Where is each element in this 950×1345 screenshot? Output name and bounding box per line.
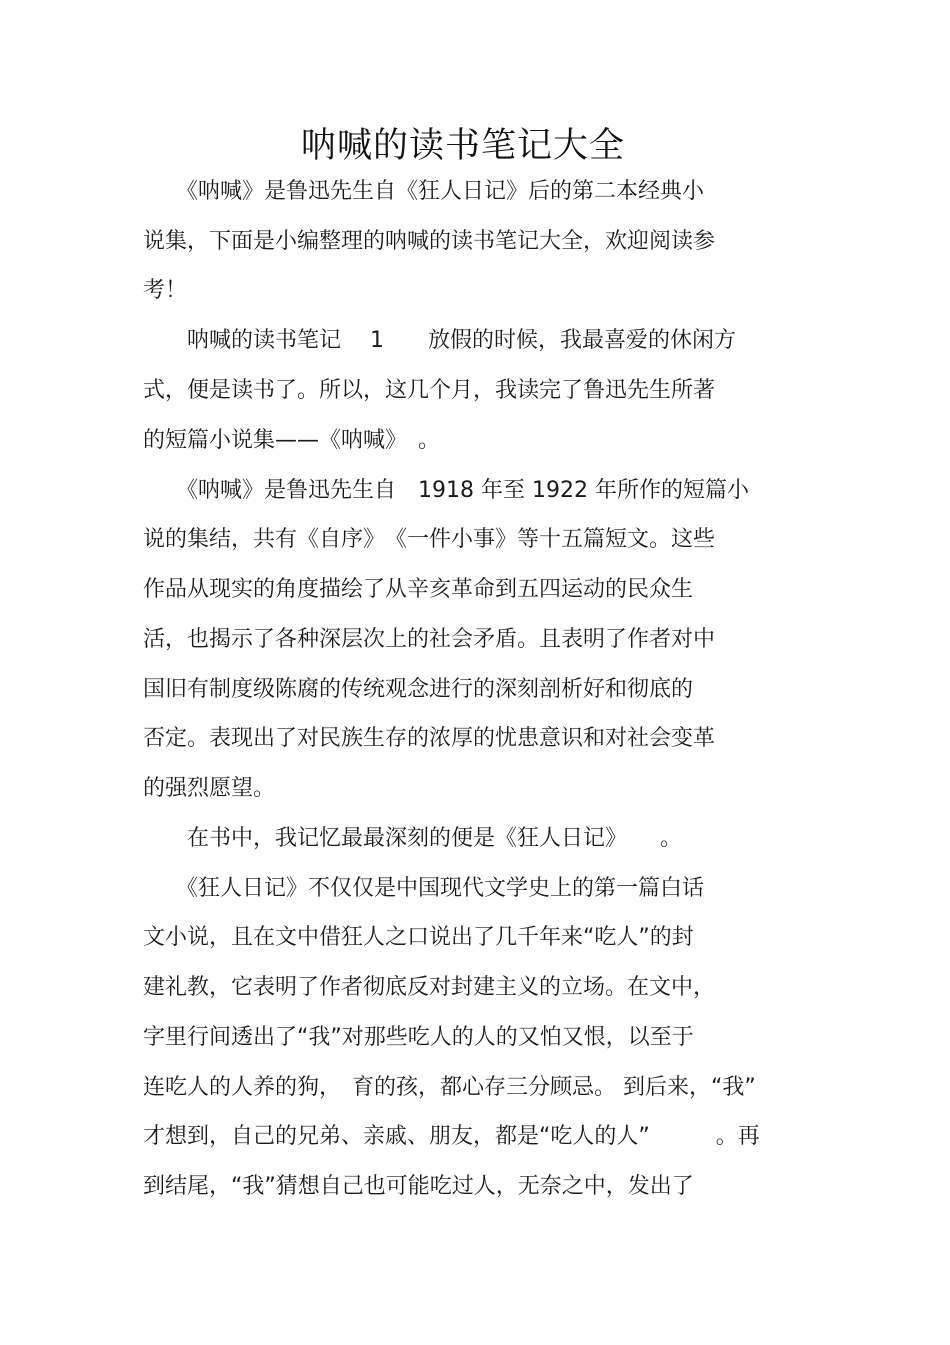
text-line: 考！ xyxy=(143,278,188,303)
text-line: 否定。表现出了对民族生存的浓厚的忧患意识和对社会变革 xyxy=(143,726,716,751)
text-line: 的短篇小说集——《呐喊》 。 xyxy=(143,428,441,453)
text-line: 在书中，我记忆最最深刻的便是《狂人日记》 。 xyxy=(143,826,683,851)
text-line: 说集，下面是小编整理的呐喊的读书笔记大全，欢迎阅读参 xyxy=(143,229,716,254)
text-line: 建礼教，它表明了作者彻底反对封建主义的立场。在文中， xyxy=(143,975,716,1000)
text-line: 国旧有制度级陈腐的传统观念进行的深刻剖析好和彻底的 xyxy=(143,677,694,702)
text-line: 文小说，且在文中借狂人之口说出了几千年来“吃人”的封 xyxy=(143,925,694,950)
text-line: 《呐喊》是鲁迅先生自《狂人日记》后的第二本经典小 xyxy=(143,179,705,204)
text-line: 说的集结，共有《自序》 《一件小事》等十五篇短文。这些 xyxy=(143,527,716,552)
text-line: 《狂人日记》不仅仅是中国现代文学史上的第一篇白话 xyxy=(143,876,705,901)
text-line: 呐喊的读书笔记 1 放假的时候，我最喜爱的休闲方 xyxy=(143,328,736,353)
text-line: 《呐喊》是鲁迅先生自 1918 年至 1922 年所作的短篇小 xyxy=(143,478,749,503)
text-line: 才想到，自己的兄弟、亲戚、朋友，都是“吃人的人” 。再 xyxy=(143,1124,760,1149)
document-title: 呐喊的读书笔记大全 xyxy=(300,126,625,166)
text-line: 字里行间透出了“我”对那些吃人的人的又怕又恨，以至于 xyxy=(143,1025,694,1050)
text-line: 连吃人的人养的狗， 育的孩，都心存三分顾忌。 到后来，“我” xyxy=(143,1075,756,1100)
text-line: 活，也揭示了各种深层次上的社会矛盾。且表明了作者对中 xyxy=(143,627,716,652)
text-line: 式，便是读书了。所以，这几个月，我读完了鲁迅先生所著 xyxy=(143,378,716,403)
text-line: 作品从现实的角度描绘了从辛亥革命到五四运动的民众生 xyxy=(143,577,694,602)
text-line: 的强烈愿望。 xyxy=(143,776,276,801)
text-line: 到结尾，“我”猜想自己也可能吃过人，无奈之中，发出了 xyxy=(143,1174,694,1199)
